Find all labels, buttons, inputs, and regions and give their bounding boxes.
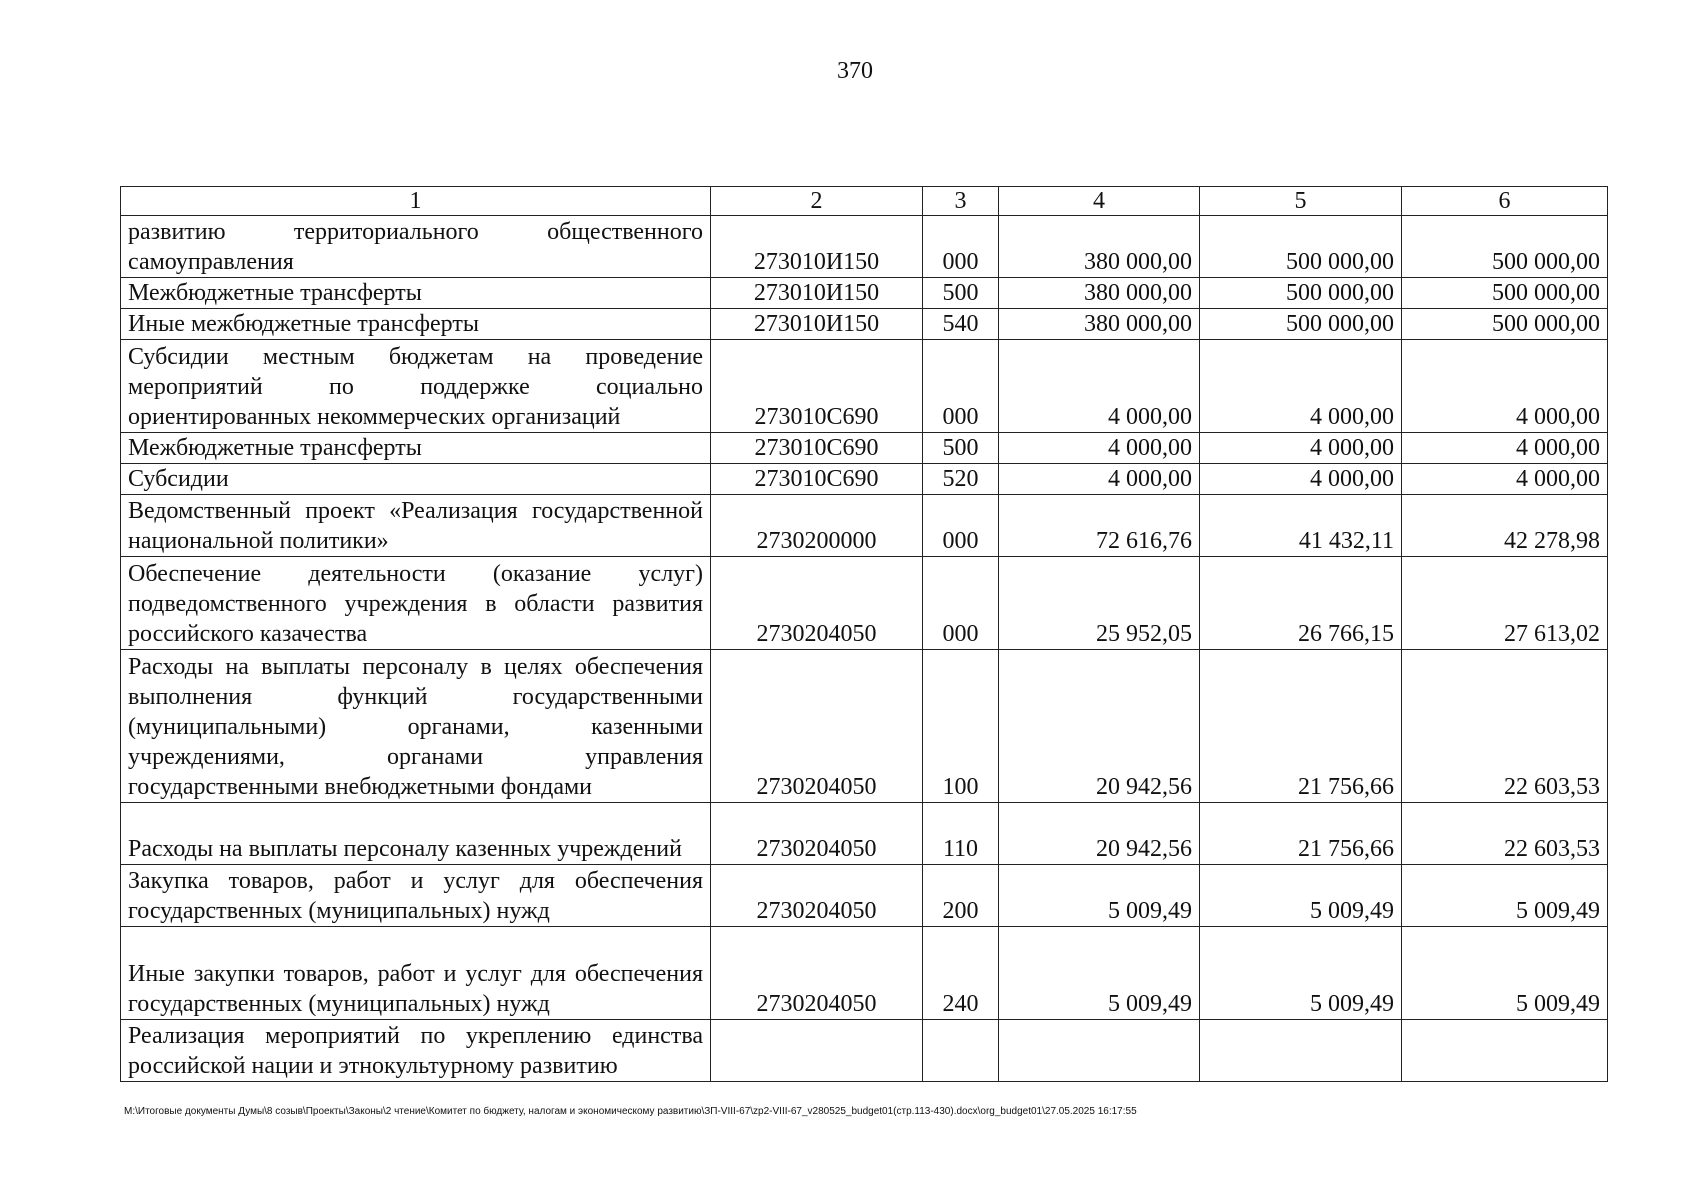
amount-col-6: 5 009,49	[1402, 865, 1608, 927]
column-header-4: 4	[999, 187, 1200, 216]
target-code: 2730204050	[711, 927, 923, 1020]
amount-col-4: 25 952,05	[999, 557, 1200, 650]
expense-name: Субсидии местным бюджетам на проведение мероприятий по поддержке социально ориентированных некоммерческих организаций	[121, 340, 711, 433]
amount-col-5: 4 000,00	[1200, 464, 1402, 495]
page-number: 370	[837, 58, 873, 84]
amount-col-4: 72 616,76	[999, 495, 1200, 557]
amount-col-5: 500 000,00	[1200, 216, 1402, 278]
table-row	[121, 803, 1608, 865]
expense-name: Ведомственный проект «Реализация государственной национальной политики»	[121, 495, 711, 557]
target-code	[711, 1020, 923, 1082]
expense-name: Субсидии	[121, 464, 711, 495]
amount-col-4: 4 000,00	[999, 464, 1200, 495]
amount-col-5: 41 432,11	[1200, 495, 1402, 557]
table-row	[121, 495, 1608, 557]
expense-type-code: 520	[923, 464, 999, 495]
target-code: 273010С690	[711, 464, 923, 495]
amount-col-5: 21 756,66	[1200, 803, 1402, 865]
table-row	[121, 309, 1608, 340]
amount-col-5: 500 000,00	[1200, 278, 1402, 309]
amount-col-6: 500 000,00	[1402, 216, 1608, 278]
target-code: 2730204050	[711, 865, 923, 927]
expense-type-code: 200	[923, 865, 999, 927]
amount-col-5: 500 000,00	[1200, 309, 1402, 340]
expense-name: Закупка товаров, работ и услуг для обеспечения государственных (муниципальных) нужд	[121, 865, 711, 927]
amount-col-5: 4 000,00	[1200, 340, 1402, 433]
expense-name: Межбюджетные трансферты	[121, 433, 711, 464]
target-code: 273010И150	[711, 216, 923, 278]
amount-col-5: 26 766,15	[1200, 557, 1402, 650]
amount-col-6: 22 603,53	[1402, 650, 1608, 803]
expense-type-code: 240	[923, 927, 999, 1020]
amount-col-4: 4 000,00	[999, 340, 1200, 433]
target-code: 273010И150	[711, 278, 923, 309]
expense-type-code: 000	[923, 216, 999, 278]
expense-type-code: 100	[923, 650, 999, 803]
target-code: 2730204050	[711, 650, 923, 803]
amount-col-4: 20 942,56	[999, 803, 1200, 865]
amount-col-4: 380 000,00	[999, 309, 1200, 340]
table-row	[121, 433, 1608, 464]
amount-col-4	[999, 1020, 1200, 1082]
target-code: 2730204050	[711, 557, 923, 650]
table-row	[121, 278, 1608, 309]
expense-type-code: 540	[923, 309, 999, 340]
amount-col-5: 5 009,49	[1200, 865, 1402, 927]
expense-name: Реализация мероприятий по укреплению единства российской нации и этнокультурному развитию	[121, 1020, 711, 1082]
expense-name: Расходы на выплаты персоналу казенных учреждений	[121, 803, 711, 865]
amount-col-6: 4 000,00	[1402, 433, 1608, 464]
column-header-3: 3	[923, 187, 999, 216]
expense-type-code: 000	[923, 557, 999, 650]
expense-name: развитию территориального общественного самоуправления	[121, 216, 711, 278]
budget-table	[120, 186, 1608, 1082]
amount-col-6: 500 000,00	[1402, 278, 1608, 309]
amount-col-5: 4 000,00	[1200, 433, 1402, 464]
column-header-2: 2	[711, 187, 923, 216]
target-code: 273010С690	[711, 433, 923, 464]
target-code: 273010С690	[711, 340, 923, 433]
amount-col-6: 4 000,00	[1402, 464, 1608, 495]
table-row	[121, 650, 1608, 803]
amount-col-6: 5 009,49	[1402, 927, 1608, 1020]
expense-type-code: 000	[923, 495, 999, 557]
amount-col-4: 20 942,56	[999, 650, 1200, 803]
expense-name: Межбюджетные трансферты	[121, 278, 711, 309]
column-header-5: 5	[1200, 187, 1402, 216]
amount-col-6: 500 000,00	[1402, 309, 1608, 340]
expense-type-code: 500	[923, 433, 999, 464]
column-header-1: 1	[121, 187, 711, 216]
amount-col-6	[1402, 1020, 1608, 1082]
table-row	[121, 865, 1608, 927]
expense-type-code	[923, 1020, 999, 1082]
target-code: 273010И150	[711, 309, 923, 340]
amount-col-5: 21 756,66	[1200, 650, 1402, 803]
expense-type-code: 000	[923, 340, 999, 433]
amount-col-4: 380 000,00	[999, 278, 1200, 309]
amount-col-6: 4 000,00	[1402, 340, 1608, 433]
expense-name: Иные межбюджетные трансферты	[121, 309, 711, 340]
expense-type-code: 500	[923, 278, 999, 309]
target-code: 2730200000	[711, 495, 923, 557]
amount-col-5: 5 009,49	[1200, 927, 1402, 1020]
amount-col-4: 5 009,49	[999, 927, 1200, 1020]
amount-col-5	[1200, 1020, 1402, 1082]
amount-col-6: 27 613,02	[1402, 557, 1608, 650]
document-file-path-footer: М:\Итоговые документы Думы\8 созыв\Проекты\Законы\2 чтение\Комитет по бюджету, налогам и экономическому развитию\ЗП-VIII-67\zp2-VIII-67_v280525_budget01(стр.113-430).docx\org_budget01\27.05.2025 16:17:55	[124, 1106, 1137, 1117]
expense-type-code: 110	[923, 803, 999, 865]
table-row	[121, 557, 1608, 650]
table-row	[121, 340, 1608, 433]
amount-col-4: 380 000,00	[999, 216, 1200, 278]
amount-col-6: 22 603,53	[1402, 803, 1608, 865]
amount-col-6: 42 278,98	[1402, 495, 1608, 557]
table-row	[121, 1020, 1608, 1082]
amount-col-4: 5 009,49	[999, 865, 1200, 927]
expense-name: Обеспечение деятельности (оказание услуг) подведомственного учреждения в области развития российского казачества	[121, 557, 711, 650]
expense-name: Расходы на выплаты персоналу в целях обеспечения выполнения функций государственными (муниципальными) органами, казенными учреждениями, органами управления государственными внебюджетными фондами	[121, 650, 711, 803]
header-row	[121, 187, 1608, 216]
table-row	[121, 216, 1608, 278]
expense-name: Иные закупки товаров, работ и услуг для обеспечения государственных (муниципальных) нужд	[121, 927, 711, 1020]
target-code: 2730204050	[711, 803, 923, 865]
column-header-6: 6	[1402, 187, 1608, 216]
table-row	[121, 464, 1608, 495]
table-row	[121, 927, 1608, 1020]
amount-col-4: 4 000,00	[999, 433, 1200, 464]
